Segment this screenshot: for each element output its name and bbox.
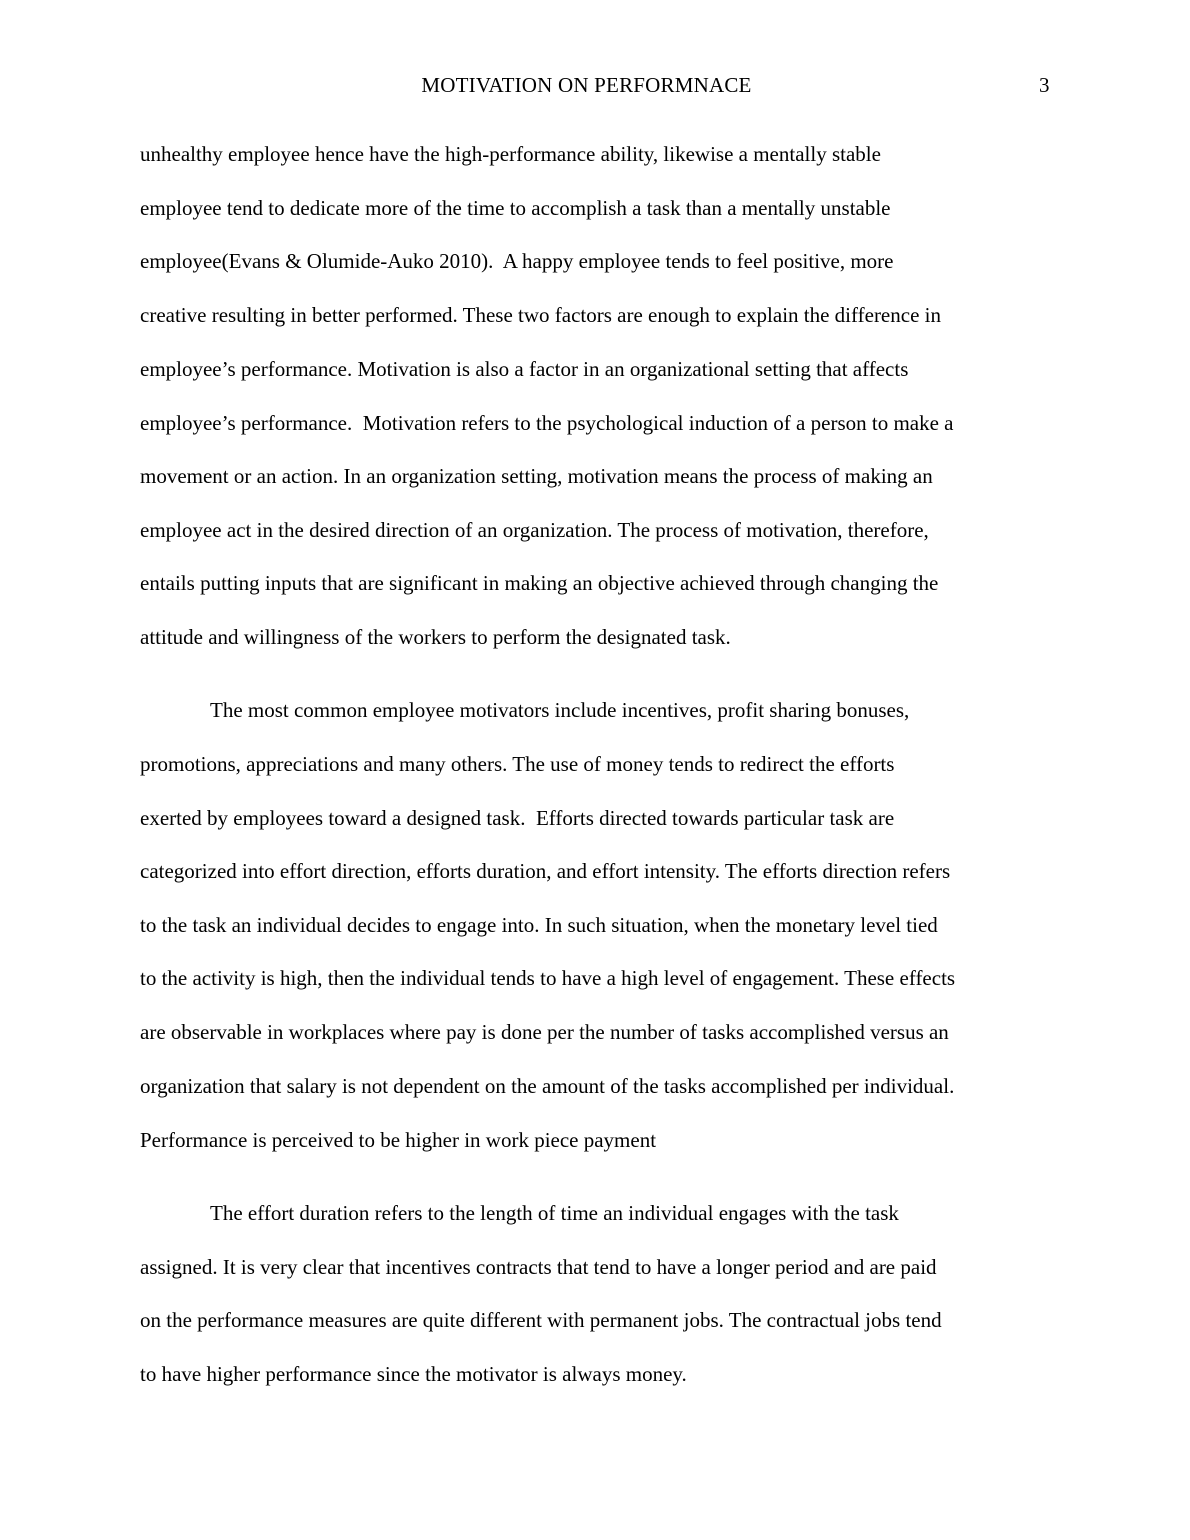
text-line: The effort duration refers to the length of time an individual engages with the task bbox=[210, 1201, 899, 1225]
text-line: promotions, appreciations and many others. The use of money tends to redirect the efforts bbox=[140, 752, 895, 776]
text-line: on the performance measures are quite different with permanent jobs. The contractual jobs tend bbox=[140, 1308, 942, 1332]
text-line: employee’s performance. Motivation is also a factor in an organizational setting that affects bbox=[140, 357, 909, 381]
text-line: Performance is perceived to be higher in work piece payment bbox=[140, 1128, 657, 1152]
text-line: entails putting inputs that are significant in making an objective achieved through changing the bbox=[140, 571, 939, 595]
text-line: employee’s performance. Motivation refers to the psychological induction of a person to make a bbox=[140, 411, 954, 435]
text-line: creative resulting in better performed. These two factors are enough to explain the difference in bbox=[140, 303, 941, 327]
text-line: The most common employee motivators include incentives, profit sharing bonuses, bbox=[210, 698, 910, 722]
text-line: to the task an individual decides to engage into. In such situation, when the monetary level tied bbox=[140, 913, 938, 937]
text-line: unhealthy employee hence have the high-performance ability, likewise a mentally stable bbox=[140, 142, 881, 166]
running-head bbox=[0, 70, 1190, 100]
text-line: organization that salary is not dependent on the amount of the tasks accomplished per individual. bbox=[140, 1074, 955, 1098]
text-line: categorized into effort direction, efforts duration, and effort intensity. The efforts direction refers bbox=[140, 859, 951, 883]
text-line: employee(Evans & Olumide-Auko 2010). A happy employee tends to feel positive, more bbox=[140, 249, 894, 273]
page-number: 3 bbox=[1039, 73, 1050, 97]
running-head-title: MOTIVATION ON PERFORMNACE bbox=[421, 73, 752, 97]
text-line: movement or an action. In an organization setting, motivation means the process of making an bbox=[140, 464, 933, 488]
text-line: employee act in the desired direction of an organization. The process of motivation, therefore, bbox=[140, 518, 929, 542]
text-line: attitude and willingness of the workers to perform the designated task. bbox=[140, 625, 731, 649]
text-line: employee tend to dedicate more of the time to accomplish a task than a mentally unstable bbox=[140, 196, 891, 220]
text-line: are observable in workplaces where pay is done per the number of tasks accomplished versus an bbox=[140, 1020, 949, 1044]
text-line: to the activity is high, then the individual tends to have a high level of engagement. These effects bbox=[140, 966, 956, 990]
text-line: to have higher performance since the motivator is always money. bbox=[140, 1362, 687, 1386]
text-line: exerted by employees toward a designed task. Efforts directed towards particular task are bbox=[140, 806, 895, 830]
text-line: assigned. It is very clear that incentives contracts that tend to have a longer period and are paid bbox=[140, 1255, 937, 1279]
